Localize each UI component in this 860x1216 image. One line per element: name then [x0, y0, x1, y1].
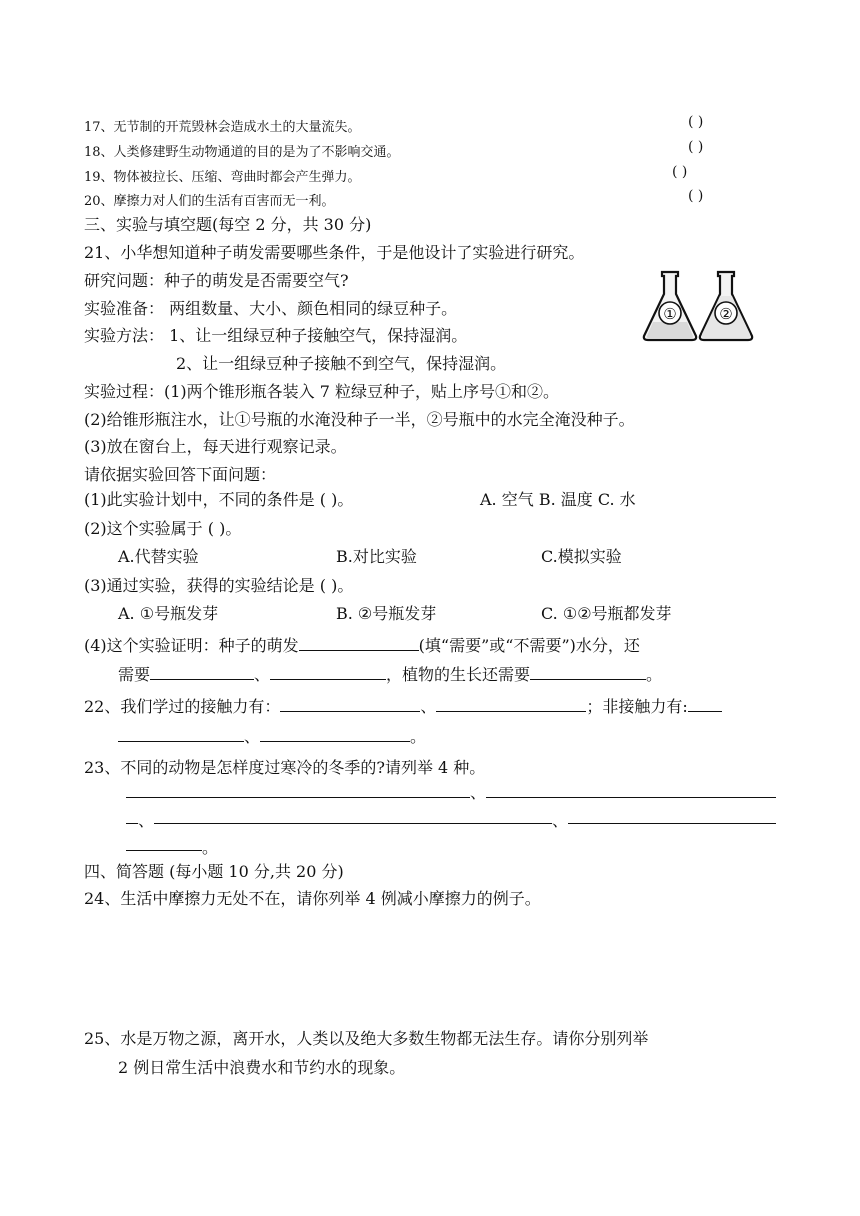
q21-sub4-text-a: (4)这个实验证明：种子的萌发 — [84, 636, 299, 655]
q21-sub4-blank-2[interactable] — [150, 663, 254, 680]
q23-answer-line-2[interactable] — [486, 797, 776, 798]
q24-text: 24、生活中摩擦力无处不在，请你列举 4 例减小摩擦力的例子。 — [84, 889, 541, 908]
q22-line1 — [84, 694, 722, 717]
q21-sub3-option-c: C. ①②号瓶都发芽 — [541, 604, 672, 623]
judge-item-18: 18、人类修建野生动物通道的目的是为了不影响交通。 — [84, 145, 400, 160]
q21-sub4-line2 — [118, 662, 662, 685]
q21-sub4-text-b: (填“需要”或“不需要”)水分，还 — [418, 636, 640, 655]
q23-text: 23、不同的动物是怎样度过寒冷的冬季的?请列举 4 种。 — [84, 758, 486, 777]
q21-sub4-blank-4[interactable] — [530, 663, 646, 680]
flask-2-label: ② — [719, 305, 733, 323]
q25-line-2: 2 例日常生活中浪费水和节约水的现象。 — [118, 1058, 406, 1077]
q21-process-2: (2)给锥形瓶注水，让①号瓶的水淹没种子一半，②号瓶中的水完全淹没种子。 — [84, 410, 635, 429]
q23-answer-line-4-end — [126, 850, 202, 851]
judge-item-20: 20、摩擦力对人们的生活有百害而无一利。 — [84, 194, 335, 209]
q21-research-question: 研究问题：种子的萌发是否需要空气? — [84, 271, 349, 290]
q21-sub4-text-f: 。 — [646, 665, 663, 684]
q23-separator-2: 、 — [138, 811, 155, 830]
q21-intro: 21、小华想知道种子萌发需要哪些条件，于是他设计了实验进行研究。 — [84, 243, 585, 262]
q21-sub3-option-a: A. ①号瓶发芽 — [118, 604, 219, 623]
q21-sub1: (1)此实验计划中，不同的条件是 ( )。 — [84, 490, 354, 509]
q22-text-c: ；非接触力有: — [586, 697, 688, 716]
answer-paren-17: ( ) — [688, 114, 704, 130]
q25-line-1: 25、水是万物之源，离开水，人类以及绝大多数生物都无法生存。请你分别列举 — [84, 1029, 649, 1048]
q21-sub4-text-e: ，植物的生长还需要 — [386, 665, 531, 684]
q23-end: 。 — [202, 838, 219, 857]
answer-paren-20: ( ) — [688, 188, 704, 204]
section-3-title: 三、实验与填空题(每空 2 分，共 30 分) — [84, 215, 372, 234]
conical-flasks-illustration — [640, 268, 760, 342]
q21-process-1: 实验过程：(1)两个锥形瓶各装入 7 粒绿豆种子，贴上序号①和②。 — [84, 382, 560, 401]
flask-1 — [644, 272, 696, 340]
q21-sub4-blank-1[interactable] — [299, 634, 419, 651]
q22-blank-3[interactable] — [688, 695, 722, 712]
q22-text-a: 22、我们学过的接触力有： — [84, 697, 281, 716]
q23-separator-3: 、 — [552, 811, 569, 830]
q22-blank-1[interactable] — [280, 695, 420, 712]
q23-answer-line-3[interactable] — [154, 823, 552, 824]
q21-sub3-option-b: B. ②号瓶发芽 — [336, 604, 437, 623]
q23-separator-1: 、 — [470, 783, 487, 802]
q22-text-d: 、 — [244, 727, 261, 746]
q21-sub2-option-c: C.模拟实验 — [541, 547, 622, 566]
answer-paren-18: ( ) — [688, 139, 704, 155]
q21-sub3: (3)通过实验，获得的实验结论是 ( )。 — [84, 576, 354, 595]
q21-sub4-blank-3[interactable] — [270, 663, 386, 680]
answer-paren-19: ( ) — [672, 164, 688, 180]
q21-sub4-line1 — [84, 633, 640, 656]
q21-sub2-option-b: B.对比实验 — [336, 547, 417, 566]
q23-answer-line-4[interactable] — [568, 823, 776, 824]
section-4-title: 四、简答题 (每小题 10 分,共 20 分) — [84, 862, 344, 881]
q22-blank-5[interactable] — [260, 725, 410, 742]
judge-item-19: 19、物体被拉长、压缩、弯曲时都会产生弹力。 — [84, 170, 361, 185]
q22-blank-2[interactable] — [436, 695, 586, 712]
q23-answer-line-2-end — [126, 823, 138, 824]
q21-sub2: (2)这个实验属于 ( )。 — [84, 519, 242, 538]
q21-sub4-text-c: 需要 — [118, 665, 151, 684]
q21-method-1: 实验方法： 1、让一组绿豆种子接触空气，保持湿润。 — [84, 326, 468, 345]
q21-process-3: (3)放在窗台上，每天进行观察记录。 — [84, 437, 347, 456]
q23-answer-line-1[interactable] — [126, 797, 470, 798]
q21-prompt: 请依据实验回答下面问题： — [84, 465, 277, 484]
q22-blank-4[interactable] — [118, 725, 244, 742]
q21-sub2-option-a: A.代替实验 — [118, 547, 199, 566]
q21-sub4-text-d: 、 — [254, 665, 271, 684]
q22-line2 — [118, 724, 426, 747]
judge-item-17: 17、无节制的开荒毁林会造成水土的大量流失。 — [84, 120, 361, 135]
flask-2 — [700, 272, 752, 340]
q22-text-b: 、 — [420, 697, 437, 716]
q21-preparation: 实验准备： 两组数量、大小、颜色相同的绿豆种子。 — [84, 299, 458, 318]
q21-method-2: 2、让一组绿豆种子接触不到空气，保持湿润。 — [176, 354, 507, 373]
flask-1-label: ① — [663, 305, 677, 323]
q22-text-e: 。 — [410, 727, 427, 746]
q21-sub1-options: A. 空气 B. 温度 C. 水 — [480, 490, 636, 509]
